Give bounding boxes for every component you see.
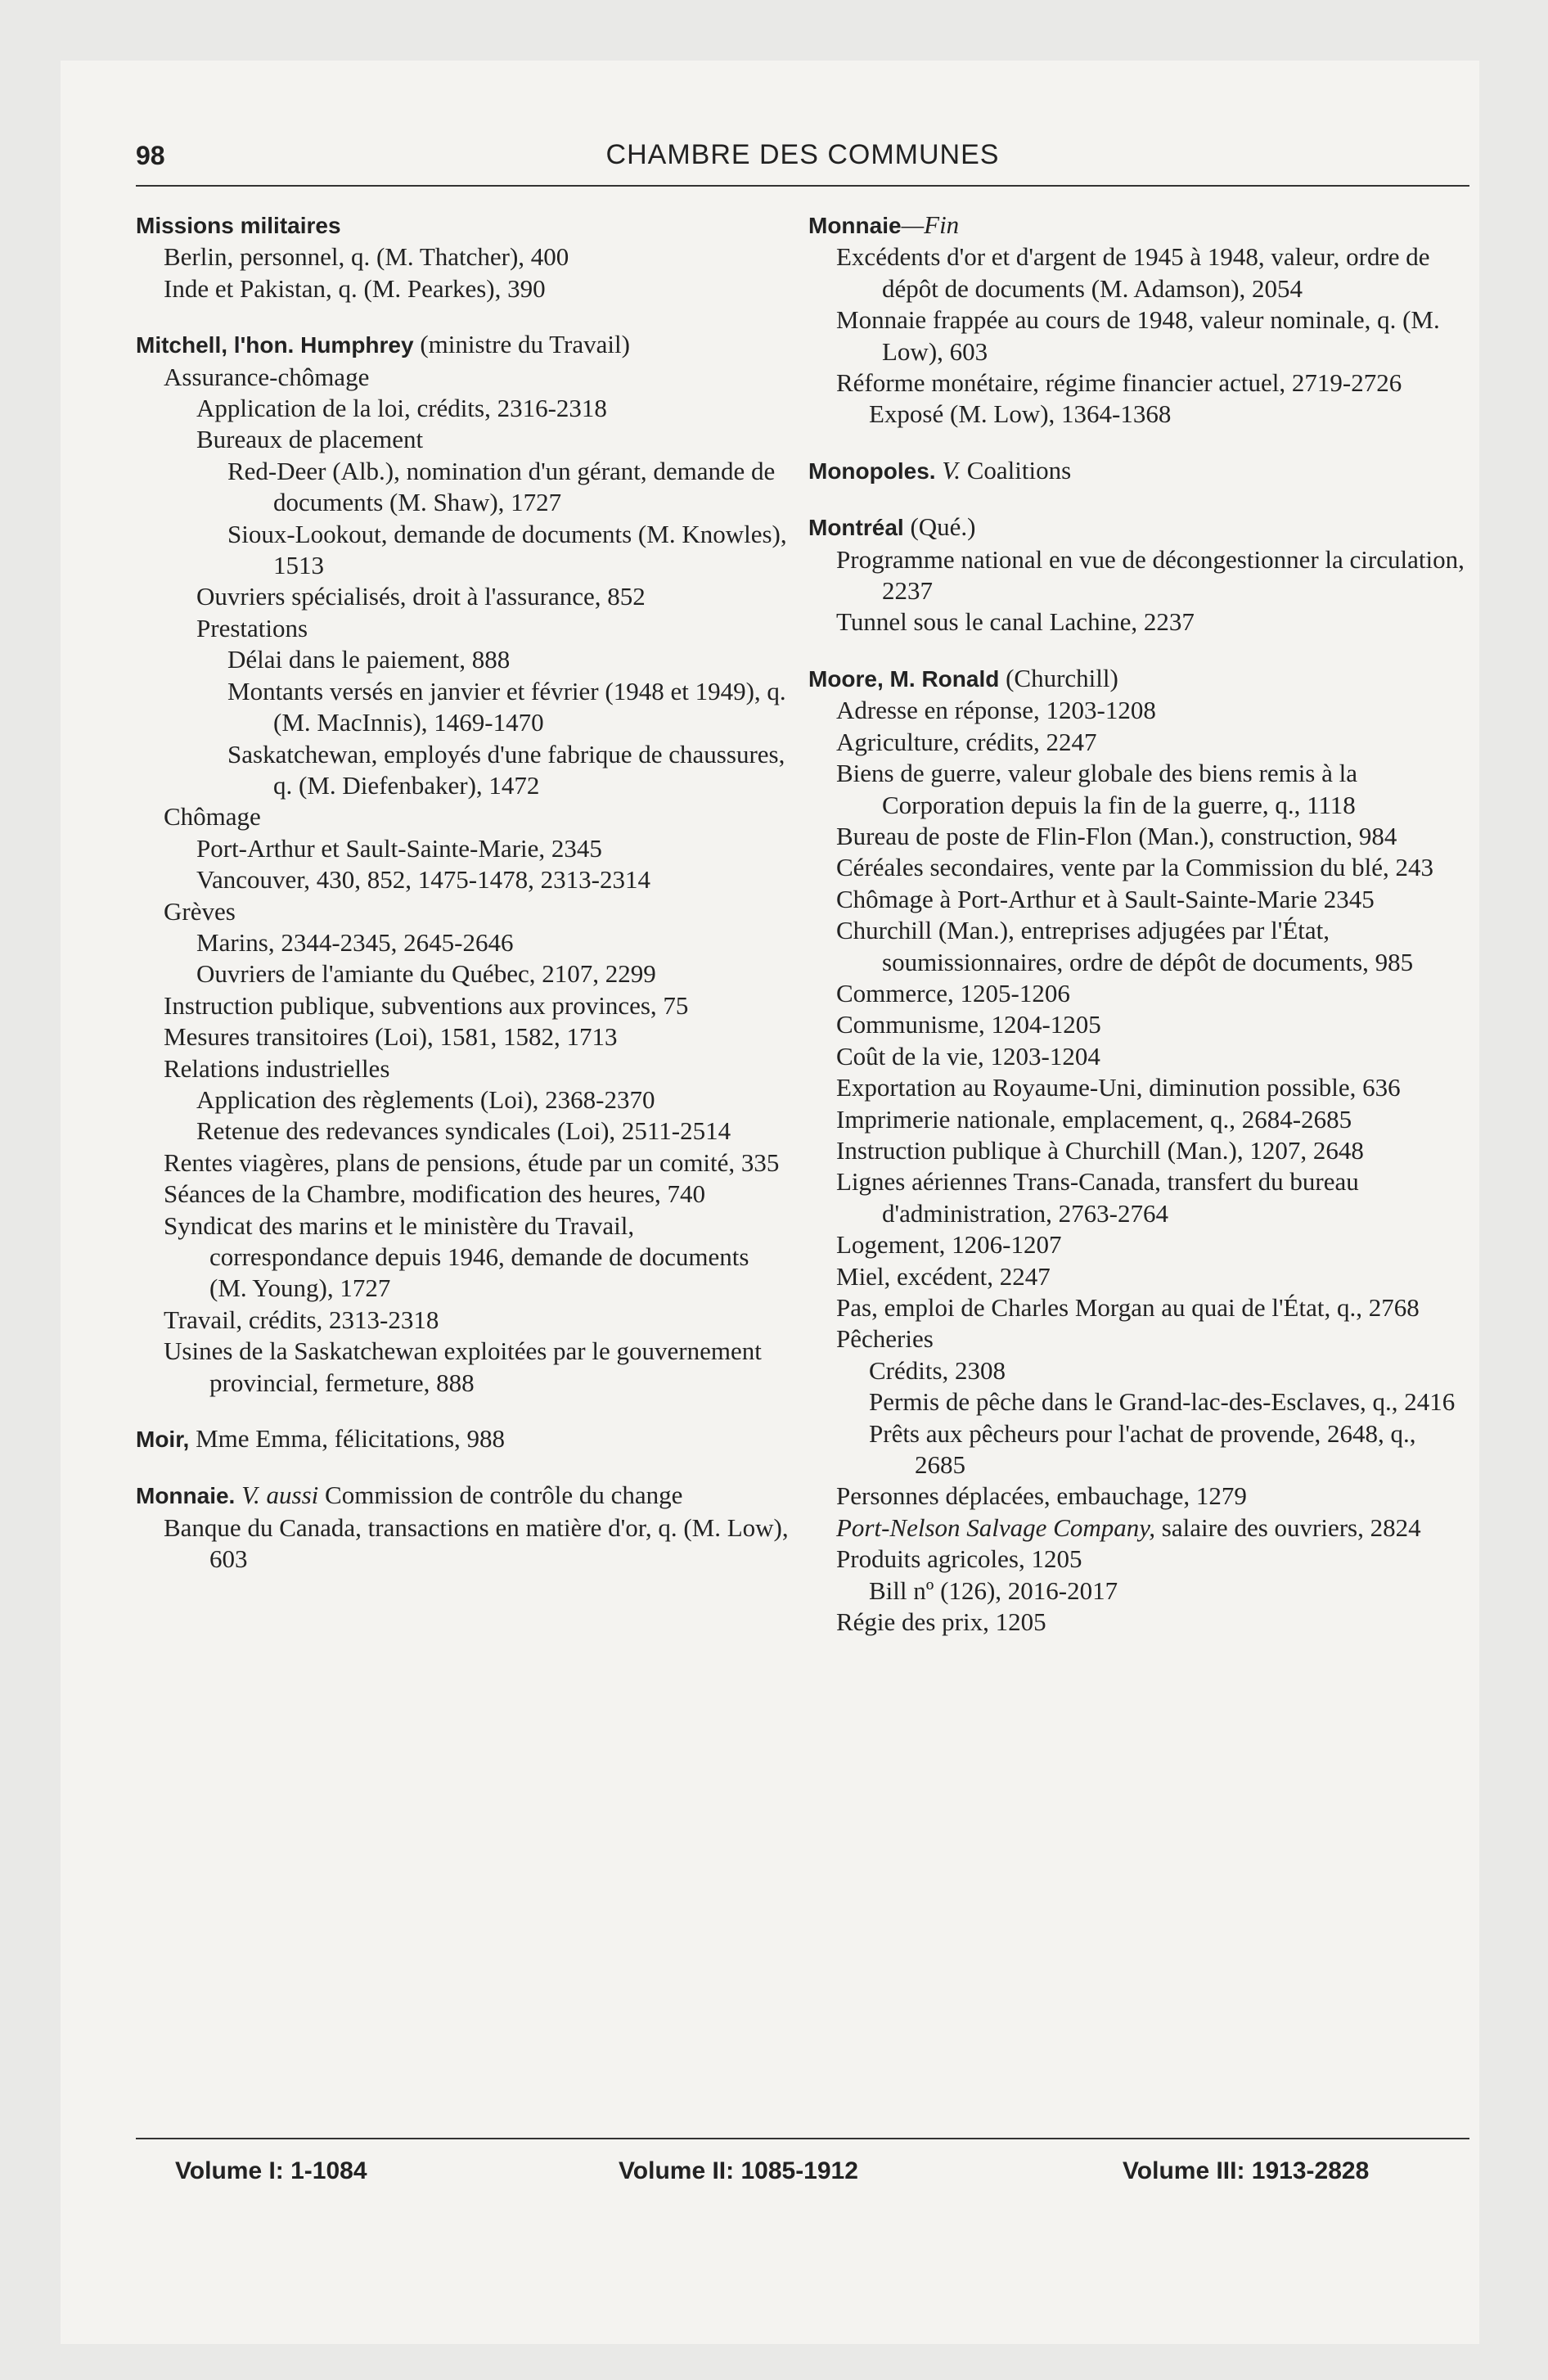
footer-volume-2: Volume II: 1085-1912 [619, 2157, 858, 2184]
index-subentry: Usines de la Saskatchewan exploitées par le gouvernement provincial, fermeture, 888 [164, 1336, 762, 1397]
index-subentry: Relations industrielles [164, 1053, 390, 1083]
index-subentry: Biens de guerre, valeur globale des biens remis à la Corporation depuis la fin de la guerre, q., 1118 [836, 759, 1357, 819]
page-header [136, 139, 1469, 188]
index-subentry: Travail, crédits, 2313-2318 [164, 1305, 439, 1334]
index-heading [136, 329, 790, 361]
cross-reference: Commission de contrôle du change [318, 1481, 683, 1510]
index-detail-entry: Red-Deer (Alb.), nomination d'un gérant, demande de documents (M. Shaw), 1727 [227, 456, 776, 517]
index-subentry: Banque du Canada, transactions en matière d'or, q. (M. Low), 603 [164, 1512, 789, 1574]
index-detail-entry: Sioux-Lookout, demande de documents (M. Knowles), 1513 [227, 519, 787, 580]
heading-term: Mitchell, l'hon. Humphrey [136, 332, 414, 358]
index-subentry: Miel, excédent, 2247 [836, 1261, 1051, 1291]
index-subsubentry: Application des règlements (Loi), 2368-2370 [196, 1084, 655, 1114]
header-rule [136, 185, 1469, 187]
heading-term: Monnaie. [136, 1483, 236, 1509]
heading-text: Missions militaires [136, 213, 341, 238]
index-subsubentry: Prestations [196, 613, 308, 642]
index-heading [136, 1480, 790, 1512]
index-subsubentry: Port-Arthur et Sault-Sainte-Marie, 2345 [196, 833, 602, 863]
footer-rule [136, 2138, 1469, 2139]
index-subentry: Adresse en réponse, 1203-1208 [836, 696, 1156, 725]
heading-term: Monnaie [808, 213, 902, 238]
index-subentry: Coût de la vie, 1203-1204 [836, 1041, 1100, 1071]
index-heading [808, 663, 1469, 695]
index-subentry: Lignes aériennes Trans-Canada, transfert du bureau d'administration, 2763-2764 [836, 1167, 1359, 1228]
index-subsubentry: Prêts aux pêcheurs pour l'achat de provende, 2648, q., 2685 [869, 1418, 1416, 1480]
page-number: 98 [136, 141, 165, 170]
index-subentry: Mesures transitoires (Loi), 1581, 1582, 1713 [164, 1022, 618, 1052]
index-subentry: Berlin, personnel, q. (M. Thatcher), 400 [164, 242, 569, 272]
index-subentry: Régie des prix, 1205 [836, 1607, 1046, 1637]
index-subsubentry: Permis de pêche dans le Grand-lac-des-Esclaves, q., 2416 [869, 1387, 1456, 1417]
index-subentry: Séances de la Chambre, modification des heures, 740 [164, 1179, 705, 1209]
index-detail-entry: Délai dans le paiement, 888 [227, 645, 511, 674]
index-subsubentry: Exposé (M. Low), 1364-1368 [869, 399, 1172, 429]
index-subentry: Syndicat des marins et le ministère du Travail, correspondance depuis 1946, demande de documents (M. Young), 1727 [164, 1210, 749, 1303]
index-subentry: Céréales secondaires, vente par la Commission du blé, 243 [836, 853, 1434, 882]
index-heading [136, 1423, 790, 1455]
footer-volume-3: Volume III: 1913-2828 [1123, 2157, 1370, 2184]
index-subentry: Churchill (Man.), entreprises adjugées par l'État, soumissionnaires, ordre de dépôt de documents, 985 [836, 916, 1414, 976]
index-subsubentry: Marins, 2344-2345, 2645-2646 [196, 927, 514, 957]
index-subsubentry: Application de la loi, crédits, 2316-2318 [196, 394, 607, 423]
index-subentry: Monnaie frappée au cours de 1948, valeur nominale, q. (M. Low), 603 [836, 305, 1440, 366]
index-subentry: Pêcheries [836, 1324, 934, 1354]
index-subsubentry: Ouvriers de l'amiante du Québec, 2107, 2299 [196, 959, 656, 989]
index-subentry: Produits agricoles, 1205 [836, 1544, 1082, 1574]
index-subentry: Chômage [164, 802, 261, 832]
heading-term: Monopoles. [808, 458, 936, 484]
heading-qualifier: Mme Emma, félicitations, 988 [189, 1424, 506, 1454]
heading-qualifier: (ministre du Travail) [413, 330, 630, 359]
index-column-right [808, 210, 1469, 1638]
index-heading [808, 455, 1469, 487]
heading-term: Montréal [808, 515, 904, 541]
continuation-marker: —Fin [901, 210, 960, 239]
index-subentry: Imprimerie nationale, emplacement, q., 2684-2685 [836, 1104, 1352, 1134]
index-subentry: Programme national en vue de décongestionner la circulation, 2237 [836, 544, 1465, 606]
index-subentry: Excédents d'or et d'argent de 1945 à 1948, valeur, ordre de dépôt de documents (M. Adamson), 2054 [836, 242, 1430, 303]
running-title: CHAMBRE DES COMMUNES [605, 139, 1000, 170]
heading-qualifier: (Qué.) [903, 512, 976, 542]
heading-qualifier: (Churchill) [999, 663, 1118, 692]
index-subsubentry: Crédits, 2308 [869, 1355, 1006, 1385]
index-subentry: Assurance-chômage [164, 362, 370, 391]
index-column-left [136, 210, 790, 1575]
index-heading-continued [808, 210, 1469, 241]
footer-volume-1: Volume I: 1-1084 [175, 2157, 367, 2184]
see-marker-word: aussi [266, 1481, 319, 1510]
index-subentry: Logement, 1206-1207 [836, 1230, 1062, 1260]
index-subentry: Communisme, 1204-1205 [836, 1010, 1101, 1039]
index-subsubentry: Ouvriers spécialisés, droit à l'assurance, 852 [196, 582, 646, 611]
index-subentry: Bureau de poste de Flin-Flon (Man.), construction, 984 [836, 821, 1397, 850]
index-subentry: Agriculture, crédits, 2247 [836, 727, 1097, 756]
index-subentry: Commerce, 1205-1206 [836, 978, 1070, 1007]
index-heading [136, 210, 790, 241]
index-subentry: Tunnel sous le canal Lachine, 2237 [836, 607, 1195, 637]
see-marker: V. [235, 1481, 267, 1510]
subentry-text: salaire des ouvriers, 2824 [1155, 1512, 1421, 1542]
index-subentry [808, 1512, 1469, 1544]
index-subentry: Instruction publique à Churchill (Man.), 1207, 2648 [836, 1135, 1364, 1165]
index-subentry: Exportation au Royaume-Uni, diminution possible, 636 [836, 1073, 1401, 1102]
index-subsubentry: Retenue des redevances syndicales (Loi), 2511-2514 [196, 1116, 731, 1146]
index-subentry: Pas, emploi de Charles Morgan au quai de l'État, q., 2768 [836, 1293, 1420, 1322]
see-marker-word: V. [942, 455, 961, 485]
index-subsubentry: Vancouver, 430, 852, 1475-1478, 2313-2314 [196, 865, 650, 895]
index-subentry: Personnes déplacées, embauchage, 1279 [836, 1481, 1247, 1511]
index-subentry: Chômage à Port-Arthur et à Sault-Sainte-Marie 2345 [836, 884, 1375, 913]
index-subsubentry: Bill nº (126), 2016-2017 [869, 1575, 1118, 1605]
index-subentry: Instruction publique, subventions aux provinces, 75 [164, 990, 689, 1020]
volume-footer [136, 2157, 1469, 2193]
heading-term: Moir, [136, 1427, 190, 1453]
index-subsubentry: Bureaux de placement [196, 425, 424, 454]
index-subentry: Grèves [164, 896, 236, 926]
index-detail-entry: Saskatchewan, employés d'une fabrique de chaussures, q. (M. Diefenbaker), 1472 [227, 739, 785, 800]
index-subentry: Réforme monétaire, régime financier actuel, 2719-2726 [836, 368, 1402, 398]
cross-reference: Coalitions [961, 455, 1072, 485]
index-subentry: Rentes viagères, plans de pensions, étude par un comité, 335 [164, 1147, 780, 1177]
heading-term: Moore, M. Ronald [808, 665, 1000, 692]
index-subentry: Inde et Pakistan, q. (M. Pearkes), 390 [164, 273, 546, 303]
index-heading [808, 512, 1469, 543]
subentry-italic-term: Port-Nelson Salvage Company, [836, 1512, 1156, 1542]
index-detail-entry: Montants versés en janvier et février (1948 et 1949), q. (M. MacInnis), 1469-1470 [227, 676, 786, 737]
